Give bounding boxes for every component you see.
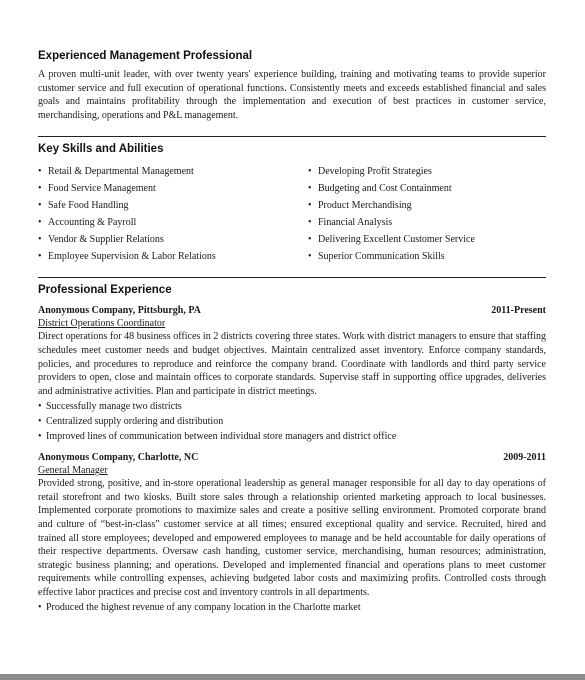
skill-item: • Product Merchandising [308, 197, 475, 214]
skills-left-column [38, 163, 308, 265]
job-description: Provided strong, positive, and in-store operational leadership as general manager responsible for all day to day operations of retail storefront and two kiosks. Built store sales through a relationship oriented marketing approach to local businesses. Implemented corporate promotions to maximize sales and create a positive selling environment. Promoted corporate brand and culture of “best-in-class” customer service at all times; ensured exceptional quality and service. Recruited, hired and trained all store employees; developed and empowered employees to manage and be held accountable for daily operations of their respective departments. Oversaw cash handing, customer service, merchandising, human resources; administration, strategic business planning; and operations. Developed and implemented financial and operations plans to meet customer requirements while controlling expenses, achieving budgeted labor costs and maximizing profits. Controlled costs through effective labor practices and precise cost and inventory controls in all departments. [38, 478, 546, 598]
skill-item: • Superior Communication Skills [308, 248, 475, 265]
divider [38, 136, 546, 137]
skills-section [38, 143, 546, 265]
achievement-item: • Produced the highest revenue of any company location in the Charlotte market [38, 601, 546, 616]
job-company: Anonymous Company, Pittsburgh, PA [38, 305, 201, 317]
job-header [38, 451, 546, 464]
job-dates: 2011-Present [491, 305, 546, 317]
skill-item: • Retail & Departmental Management [38, 163, 308, 180]
job-entry [38, 304, 546, 444]
page-bottom-border [0, 674, 585, 680]
skill-item: • Accounting & Payroll [38, 214, 308, 231]
skill-item: • Delivering Excellent Customer Service [308, 231, 475, 248]
achievement-item: • Centralized supply ordering and distribution [38, 415, 546, 430]
summary-section [38, 50, 546, 122]
job-entry [38, 451, 546, 616]
job-company: Anonymous Company, Charlotte, NC [38, 452, 199, 464]
achievement-item: • Successfully manage two districts [38, 400, 546, 415]
skill-item: • Safe Food Handling [38, 197, 308, 214]
job-position: District Operations Coordinator [38, 318, 166, 330]
skills-title: Key Skills and Abilities [38, 143, 164, 156]
job-description: Direct operations for 48 business offices in 2 districts covering three states. Work with district managers to ensure that staffing schedules meet customer needs and budget objectives. Maintain centralized asset inventory. Enforce company standards, policies, and procedures to reproduce and reinforce the company brand. Coordinate with landlords and third party service providers to open, close and maintain offices to corporate standards. Supervise staff in supporting office upgrades, deliveries and administrative activities. Plan and participate in district meetings. [38, 331, 546, 397]
summary-title: Experienced Management Professional [38, 50, 253, 62]
job-position: General Manager [38, 465, 108, 477]
skills-right-column [308, 163, 475, 265]
skill-item: • Budgeting and Cost Containment [308, 180, 475, 197]
achievement-item: • Improved lines of communication between individual store managers and district office [38, 430, 546, 445]
skill-item: • Vendor & Supplier Relations [38, 231, 308, 248]
experience-section [38, 284, 546, 616]
skill-item: • Developing Profit Strategies [308, 163, 475, 180]
skills-list [38, 163, 546, 265]
skill-item: • Employee Supervision & Labor Relations [38, 248, 308, 265]
job-achievements [38, 400, 546, 444]
job-header [38, 304, 546, 317]
divider [38, 277, 546, 278]
job-achievements [38, 601, 546, 616]
experience-title: Professional Experience [38, 284, 172, 297]
resume-page [38, 50, 546, 616]
summary-text: A proven multi-unit leader, with over twenty years' experience building, training and motivating teams to provide superior customer service and full execution of operational functions. Consistently meets and exceeds established financial and sales goals and maintains profitability through the implementation and execution of best practices in customer service, merchandising, operations and P&L management. [38, 69, 546, 121]
skill-item: • Food Service Management [38, 180, 308, 197]
skill-item: • Financial Analysis [308, 214, 475, 231]
job-dates: 2009-2011 [503, 452, 546, 464]
